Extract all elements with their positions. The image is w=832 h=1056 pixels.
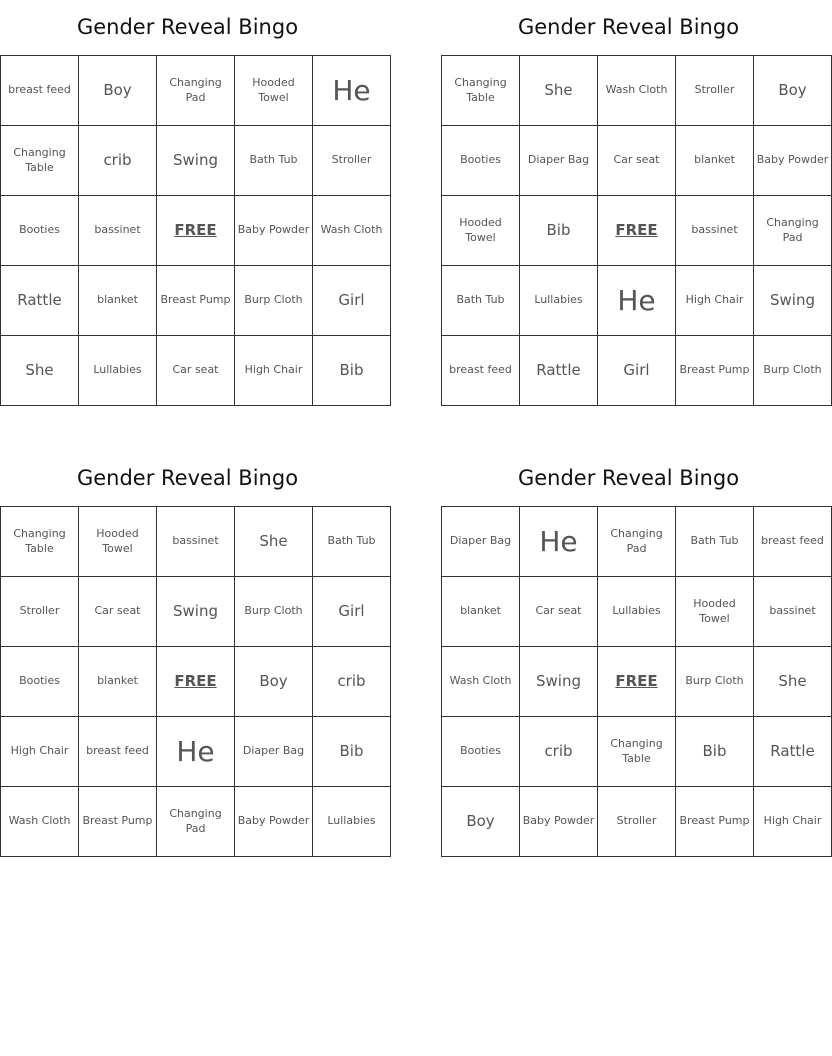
bingo-cell: blanket bbox=[79, 647, 157, 717]
bingo-cell: Burp Cloth bbox=[676, 647, 754, 717]
card-title: Gender Reveal Bingo bbox=[517, 466, 740, 490]
grid-row bbox=[442, 266, 832, 336]
bingo-cell: Changing Pad bbox=[157, 56, 235, 126]
bingo-cell: Burp Cloth bbox=[235, 266, 313, 336]
bingo-cell: Breast Pump bbox=[79, 787, 157, 857]
bingo-cell: Girl bbox=[313, 577, 391, 647]
bingo-cell: Booties bbox=[1, 647, 79, 717]
bingo-cell: Burp Cloth bbox=[754, 336, 832, 406]
grid-row bbox=[442, 577, 832, 647]
bingo-cell: Changing Pad bbox=[157, 787, 235, 857]
bingo-cell: Baby Powder bbox=[235, 787, 313, 857]
bingo-cell: Lullabies bbox=[520, 266, 598, 336]
bingo-cell: bassinet bbox=[79, 196, 157, 266]
bingo-cell: Swing bbox=[754, 266, 832, 336]
grid-row bbox=[442, 717, 832, 787]
bingo-cell: Swing bbox=[157, 126, 235, 196]
grid-row bbox=[1, 787, 391, 857]
bingo-cell: Swing bbox=[157, 577, 235, 647]
bingo-cell: Breast Pump bbox=[676, 336, 754, 406]
bingo-grid bbox=[441, 55, 832, 406]
bingo-cell: Changing Table bbox=[442, 56, 520, 126]
bingo-cell: Changing Table bbox=[1, 507, 79, 577]
bingo-cell: breast feed bbox=[754, 507, 832, 577]
grid-row bbox=[1, 196, 391, 266]
bingo-cell: bassinet bbox=[157, 507, 235, 577]
grid-row bbox=[1, 577, 391, 647]
bingo-cell: He bbox=[313, 56, 391, 126]
bingo-cell: crib bbox=[520, 717, 598, 787]
bingo-cell: High Chair bbox=[676, 266, 754, 336]
grid-row bbox=[442, 787, 832, 857]
bingo-cell: Baby Powder bbox=[754, 126, 832, 196]
bingo-cell: Lullabies bbox=[598, 577, 676, 647]
bingo-cell: She bbox=[754, 647, 832, 717]
bingo-grid bbox=[441, 506, 832, 857]
bingo-cell: Diaper Bag bbox=[520, 126, 598, 196]
bingo-cell: Girl bbox=[313, 266, 391, 336]
card-title: Gender Reveal Bingo bbox=[76, 15, 299, 39]
bingo-cell: Wash Cloth bbox=[598, 56, 676, 126]
bingo-cell: breast feed bbox=[442, 336, 520, 406]
grid-row bbox=[442, 56, 832, 126]
bingo-cell: Stroller bbox=[1, 577, 79, 647]
bingo-cell: High Chair bbox=[235, 336, 313, 406]
bingo-cell: High Chair bbox=[1, 717, 79, 787]
bingo-cell: Boy bbox=[442, 787, 520, 857]
grid-row bbox=[1, 507, 391, 577]
grid-row bbox=[1, 56, 391, 126]
bingo-cell: FREE bbox=[157, 196, 235, 266]
bingo-cell: Stroller bbox=[598, 787, 676, 857]
bingo-cell: Bib bbox=[676, 717, 754, 787]
bingo-cell: Bath Tub bbox=[676, 507, 754, 577]
bingo-cell: Stroller bbox=[313, 126, 391, 196]
bingo-cell: Breast Pump bbox=[157, 266, 235, 336]
bingo-cell: bassinet bbox=[754, 577, 832, 647]
bingo-cell: Rattle bbox=[1, 266, 79, 336]
bingo-cell: High Chair bbox=[754, 787, 832, 857]
grid-row bbox=[442, 196, 832, 266]
bingo-cell: bassinet bbox=[676, 196, 754, 266]
bingo-cell: Swing bbox=[520, 647, 598, 717]
grid-row bbox=[1, 336, 391, 406]
bingo-cell: Lullabies bbox=[79, 336, 157, 406]
bingo-cell: FREE bbox=[598, 196, 676, 266]
bingo-cell: FREE bbox=[598, 647, 676, 717]
grid-row bbox=[1, 266, 391, 336]
grid-row bbox=[1, 126, 391, 196]
bingo-cell: Changing Table bbox=[598, 717, 676, 787]
bingo-cell: Booties bbox=[442, 717, 520, 787]
bingo-grid bbox=[0, 506, 391, 857]
grid-row bbox=[442, 336, 832, 406]
bingo-cell: Hooded Towel bbox=[676, 577, 754, 647]
bingo-cell: She bbox=[520, 56, 598, 126]
bingo-cell: Bath Tub bbox=[313, 507, 391, 577]
bingo-cell: Changing Pad bbox=[598, 507, 676, 577]
bingo-cell: Hooded Towel bbox=[442, 196, 520, 266]
bingo-cell: Hooded Towel bbox=[235, 56, 313, 126]
bingo-cell: FREE bbox=[157, 647, 235, 717]
bingo-cell: Hooded Towel bbox=[79, 507, 157, 577]
bingo-cell: Bath Tub bbox=[442, 266, 520, 336]
bingo-cell: Bib bbox=[520, 196, 598, 266]
bingo-cell: Burp Cloth bbox=[235, 577, 313, 647]
bingo-cell: Rattle bbox=[520, 336, 598, 406]
grid-row bbox=[1, 647, 391, 717]
bingo-cell: Stroller bbox=[676, 56, 754, 126]
bingo-cell: Wash Cloth bbox=[442, 647, 520, 717]
bingo-cell: He bbox=[598, 266, 676, 336]
bingo-cell: Booties bbox=[442, 126, 520, 196]
bingo-cell: Bib bbox=[313, 336, 391, 406]
card-title: Gender Reveal Bingo bbox=[76, 466, 299, 490]
grid-row bbox=[442, 126, 832, 196]
bingo-cell: Rattle bbox=[754, 717, 832, 787]
bingo-cell: breast feed bbox=[79, 717, 157, 787]
bingo-cell: Wash Cloth bbox=[313, 196, 391, 266]
grid-row bbox=[442, 647, 832, 717]
bingo-cell: Bath Tub bbox=[235, 126, 313, 196]
card-title: Gender Reveal Bingo bbox=[517, 15, 740, 39]
bingo-cell: blanket bbox=[676, 126, 754, 196]
bingo-cell: blanket bbox=[442, 577, 520, 647]
bingo-cell: crib bbox=[313, 647, 391, 717]
bingo-cell: He bbox=[157, 717, 235, 787]
bingo-cell: Car seat bbox=[598, 126, 676, 196]
bingo-cell: Girl bbox=[598, 336, 676, 406]
bingo-cell: Car seat bbox=[520, 577, 598, 647]
bingo-cell: Boy bbox=[235, 647, 313, 717]
bingo-cell: She bbox=[1, 336, 79, 406]
bingo-cell: Car seat bbox=[157, 336, 235, 406]
bingo-cell: breast feed bbox=[1, 56, 79, 126]
bingo-cell: Car seat bbox=[79, 577, 157, 647]
bingo-cell: Baby Powder bbox=[520, 787, 598, 857]
bingo-cell: crib bbox=[79, 126, 157, 196]
bingo-grid bbox=[0, 55, 391, 406]
bingo-cell: blanket bbox=[79, 266, 157, 336]
bingo-cell: Wash Cloth bbox=[1, 787, 79, 857]
bingo-cell: Changing Table bbox=[1, 126, 79, 196]
bingo-cell: Booties bbox=[1, 196, 79, 266]
bingo-cell: Bib bbox=[313, 717, 391, 787]
bingo-cell: Baby Powder bbox=[235, 196, 313, 266]
bingo-cell: Changing Pad bbox=[754, 196, 832, 266]
bingo-cell: She bbox=[235, 507, 313, 577]
bingo-cell: He bbox=[520, 507, 598, 577]
grid-row bbox=[442, 507, 832, 577]
bingo-cell: Boy bbox=[754, 56, 832, 126]
bingo-cell: Diaper Bag bbox=[442, 507, 520, 577]
grid-row bbox=[1, 717, 391, 787]
bingo-cell: Diaper Bag bbox=[235, 717, 313, 787]
bingo-cell: Boy bbox=[79, 56, 157, 126]
bingo-cell: Lullabies bbox=[313, 787, 391, 857]
bingo-cell: Breast Pump bbox=[676, 787, 754, 857]
